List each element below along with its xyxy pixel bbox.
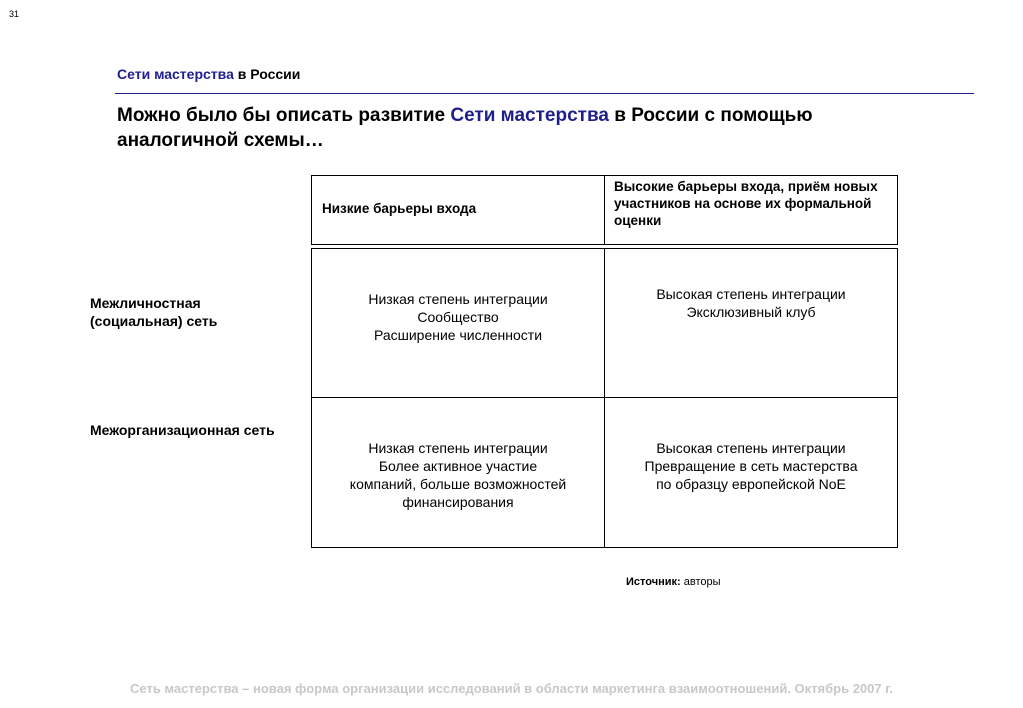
body-horizontal-divider [311,397,898,398]
footer-text: Сеть мастерства – новая форма организации исследований в области маркетинга взаимоотношений. Октябрь 2007 г. [130,681,893,696]
cell-line: Сообщество [417,309,499,325]
cell-line: Эксклюзивный клуб [686,304,816,320]
cell-interorganizational-low [312,439,604,511]
cell-interorganizational-high [605,439,897,493]
cell-line: финансирования [402,494,514,510]
col-header-high-barriers: Высокие барьеры входа, приём новых участников на основе их формальной оценки [614,179,878,228]
source-value: авторы [680,576,721,588]
cell-line: Высокая степень интеграции [656,440,846,456]
source-label: Источник: [626,576,681,588]
title-divider [115,93,974,94]
cell-interpersonal-low [312,290,604,344]
slide-number: 31 [9,9,20,19]
cell-line: Высокая степень интеграции [656,286,846,302]
section-title [117,66,300,82]
section-title-rest: в России [233,66,301,82]
cell-line: Расширение численности [373,327,543,343]
cell-line: Низкая степень интеграции [368,440,548,456]
col-header-low-barriers: Низкие барьеры входа [322,201,477,216]
row-label-interpersonal: Межличностная (социальная) сеть [90,295,218,329]
source-note [626,576,721,588]
header-divider [604,175,605,245]
cell-interpersonal-high [605,285,897,321]
cell-line: компаний, больше возможностей [349,476,567,492]
slide-headline [117,103,917,153]
headline-accent: Сети мастерства [450,105,609,126]
cell-line: по образцу европейской NoE [656,476,846,492]
cell-line: Низкая степень интеграции [368,291,548,307]
cell-line: Превращение в сеть мастерства [644,458,858,474]
headline-part1: Можно было бы описать развитие [117,105,451,126]
headline-part2: в России с помощью аналогичной схемы… [117,105,813,151]
row-label-interorganizational: Межорганизационная сеть [90,422,275,438]
section-title-accent: Сети мастерства [117,66,234,82]
cell-line: Более активное участие [378,458,538,474]
